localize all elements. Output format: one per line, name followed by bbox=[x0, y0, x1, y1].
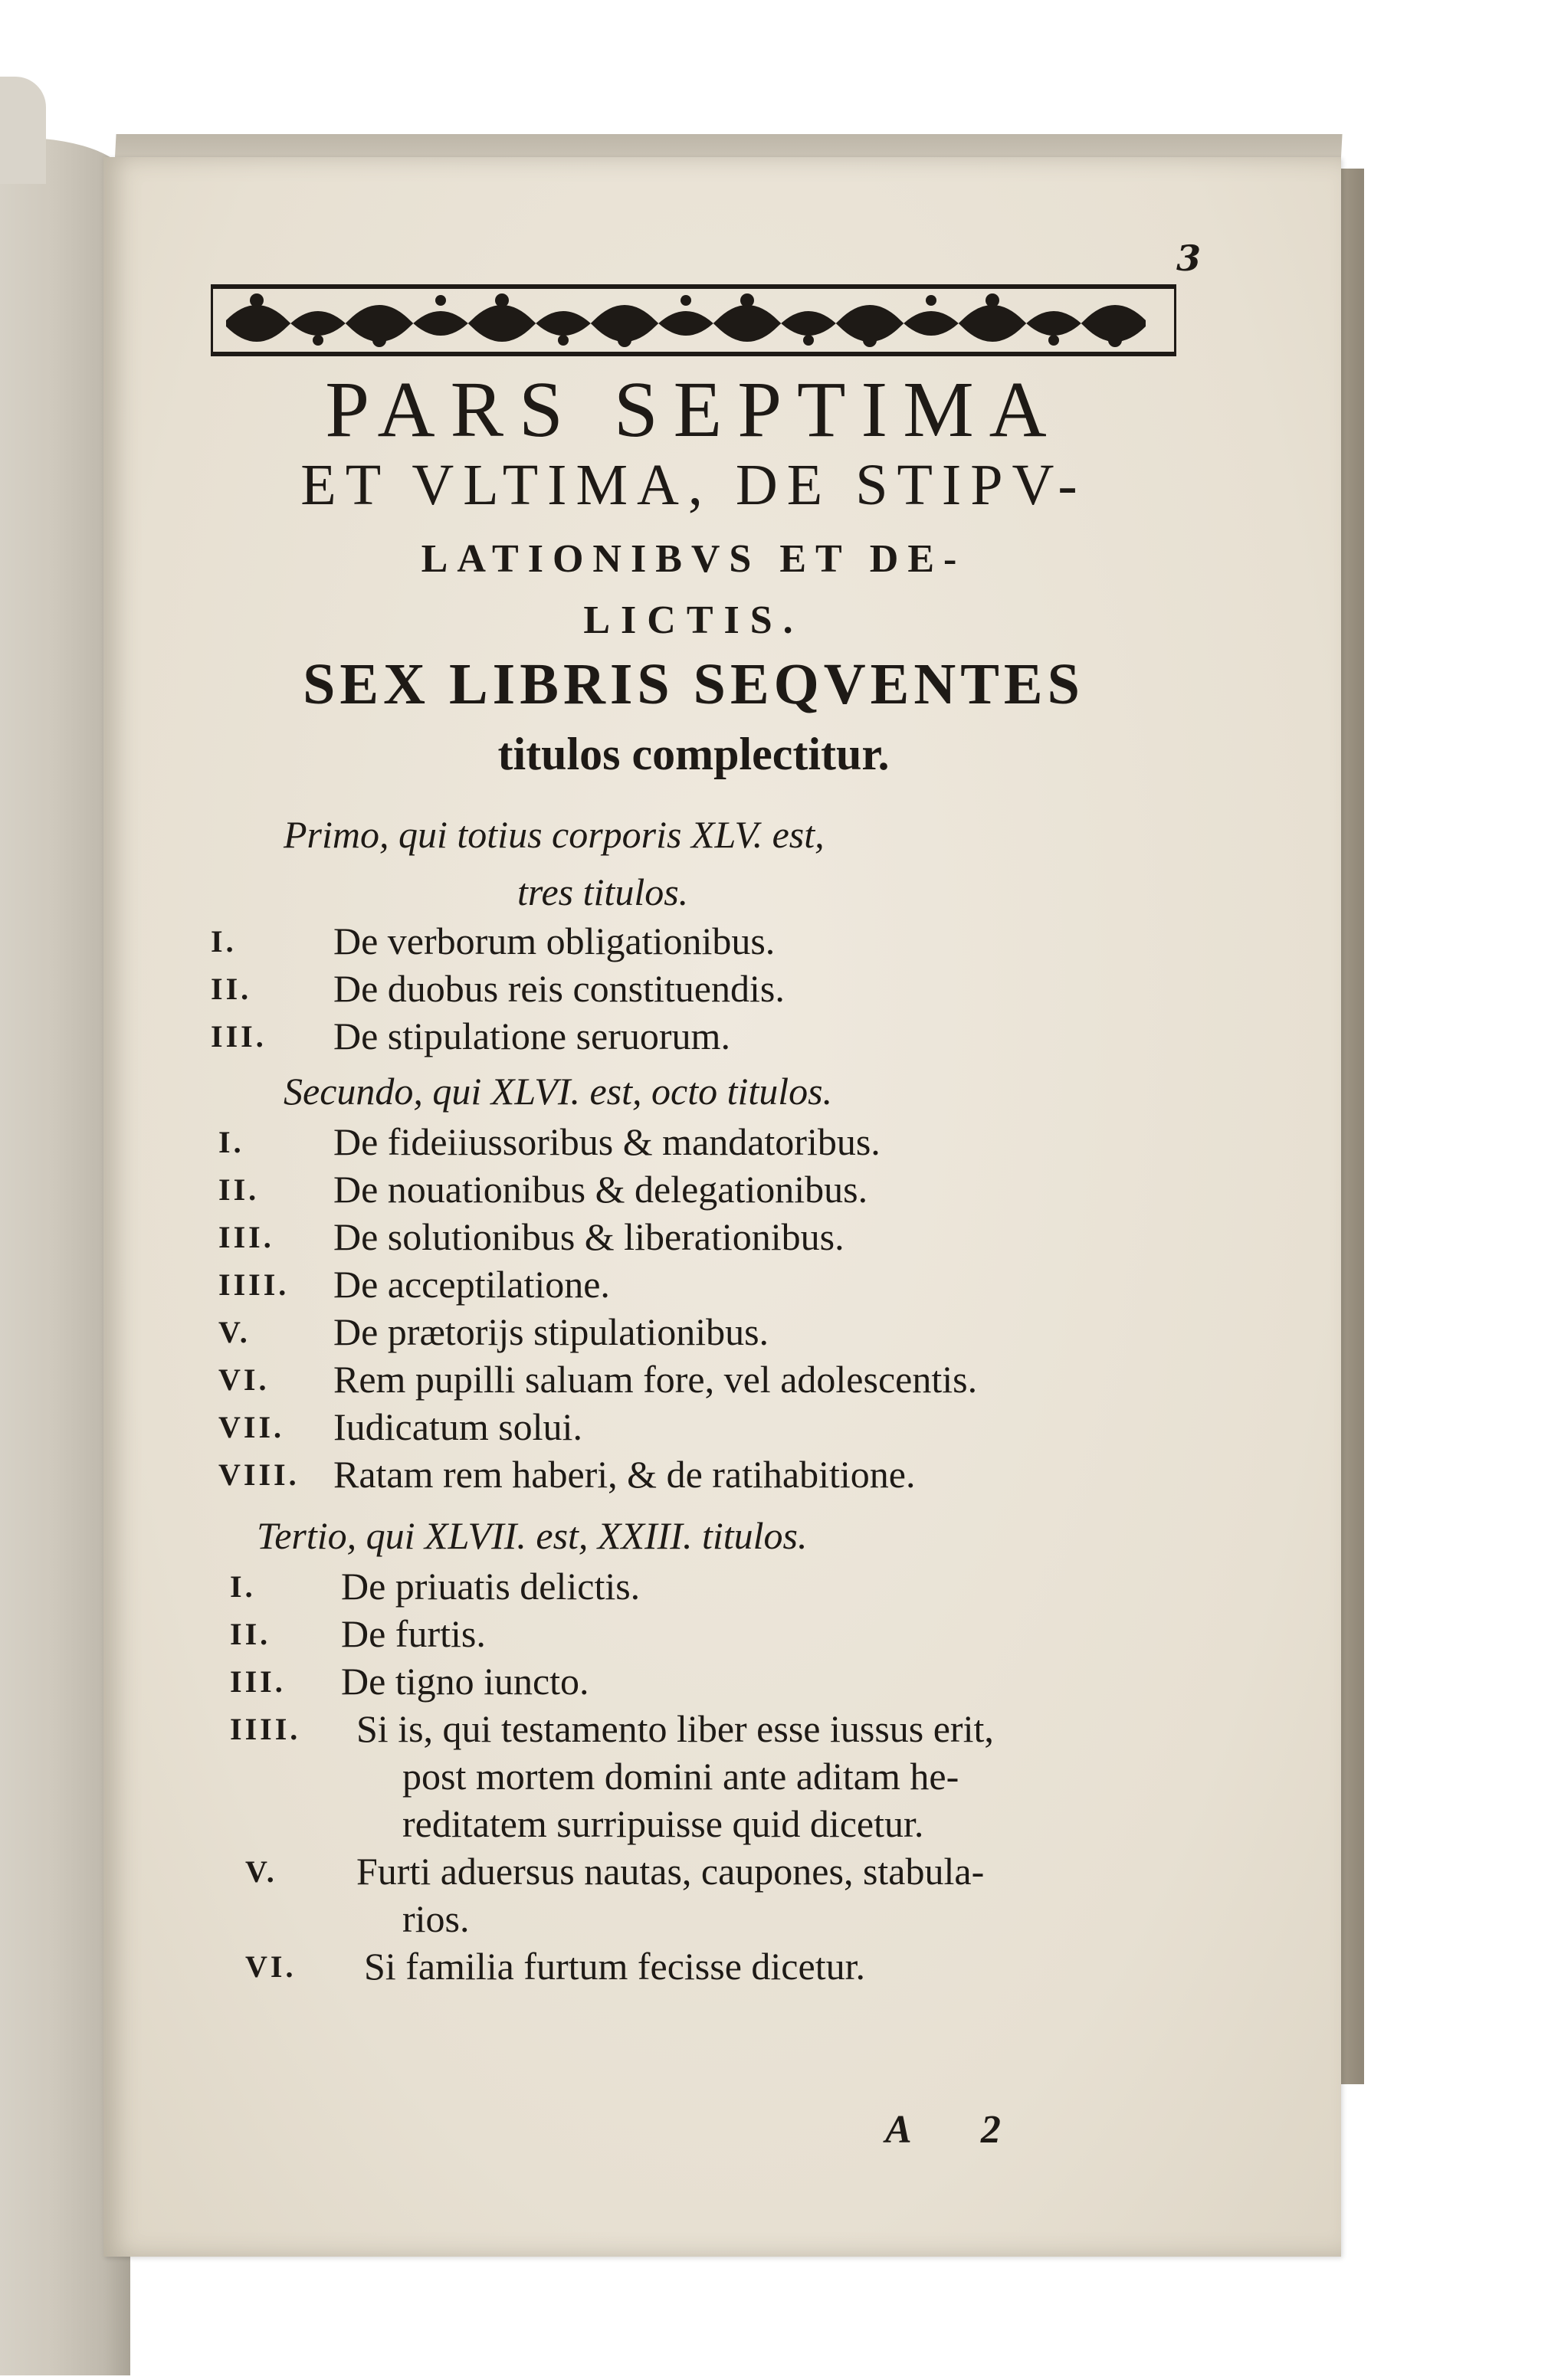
title-line-2: ET VLTIMA, DE STIPV- bbox=[300, 453, 1087, 517]
title-number: VIII. bbox=[218, 1457, 300, 1492]
title-number: V. bbox=[218, 1315, 251, 1349]
title-entry: De tigno iuncto. bbox=[341, 1660, 589, 1703]
ornament-band-icon bbox=[211, 284, 1176, 357]
title-entry: De acceptilatione. bbox=[333, 1263, 610, 1306]
book-heading-1-cont: tres titulos. bbox=[517, 870, 689, 913]
title-line-1: PARS SEPTIMA bbox=[325, 366, 1062, 454]
book-heading-2: Secundo, qui XLVI. est, octo titulos. bbox=[284, 1070, 833, 1113]
title-number: VII. bbox=[218, 1410, 285, 1444]
title-entry: De verborum obligationibus. bbox=[333, 920, 776, 962]
title-entry: Iudicatum solui. bbox=[333, 1405, 582, 1448]
title-entry: De priuatis delictis. bbox=[341, 1565, 641, 1608]
title-entry-cont: reditatem surripuisse quid dicetur. bbox=[402, 1802, 924, 1845]
title-entry: Furti aduersus nautas, caupones, stabula- bbox=[356, 1850, 985, 1893]
title-entry: De stipulatione seruorum. bbox=[333, 1015, 730, 1057]
title-number: II. bbox=[230, 1617, 271, 1651]
title-number: VI. bbox=[245, 1949, 297, 1984]
title-number: III. bbox=[218, 1220, 274, 1254]
title-number: V. bbox=[245, 1854, 277, 1889]
signature-mark: A 2 bbox=[885, 2108, 1031, 2152]
book-heading-3: Tertio, qui XLVII. est, XXIII. titulos. bbox=[257, 1514, 808, 1557]
title-number: II. bbox=[218, 1172, 260, 1207]
title-number: III. bbox=[211, 1019, 267, 1054]
page-number: 3 bbox=[1176, 238, 1202, 279]
title-number: IIII. bbox=[218, 1267, 290, 1302]
title-number: IIII. bbox=[230, 1712, 301, 1746]
title-entry: De fideiiussoribus & mandatoribus. bbox=[333, 1120, 881, 1163]
title-line-4: LICTIS. bbox=[583, 598, 804, 642]
book-page bbox=[103, 157, 1341, 2257]
title-number: I. bbox=[218, 1125, 244, 1159]
title-entry: De prætorijs stipulationibus. bbox=[333, 1310, 769, 1353]
title-entry: De furtis. bbox=[341, 1612, 486, 1655]
title-number: III. bbox=[230, 1664, 286, 1699]
title-number: VI. bbox=[218, 1362, 270, 1397]
title-entry: Si is, qui testamento liber esse iussus erit, bbox=[356, 1707, 994, 1750]
title-entry: De duobus reis constituendis. bbox=[333, 967, 785, 1010]
title-line-3: LATIONIBVS ET DE- bbox=[421, 537, 966, 581]
title-number: I. bbox=[230, 1569, 256, 1604]
title-entry-cont: rios. bbox=[402, 1897, 470, 1940]
subtitle-line-1: SEX LIBRIS SEQVENTES bbox=[303, 652, 1084, 716]
book-heading-1: Primo, qui totius corporis XLV. est, bbox=[284, 813, 825, 856]
title-number: II. bbox=[211, 972, 252, 1006]
title-entry: Rem pupilli saluam fore, vel adolescentis. bbox=[333, 1358, 978, 1401]
title-entry-cont: post mortem domini ante aditam he- bbox=[402, 1755, 959, 1798]
title-entry: De nouationibus & delegationibus. bbox=[333, 1168, 868, 1211]
title-entry: Ratam rem haberi, & de ratihabitione. bbox=[333, 1453, 916, 1496]
title-entry: Si familia furtum fecisse dicetur. bbox=[364, 1945, 865, 1988]
title-number: I. bbox=[211, 924, 237, 959]
title-entry: De solutionibus & liberationibus. bbox=[333, 1215, 845, 1258]
subtitle-line-2: titulos complectitur. bbox=[497, 729, 890, 779]
